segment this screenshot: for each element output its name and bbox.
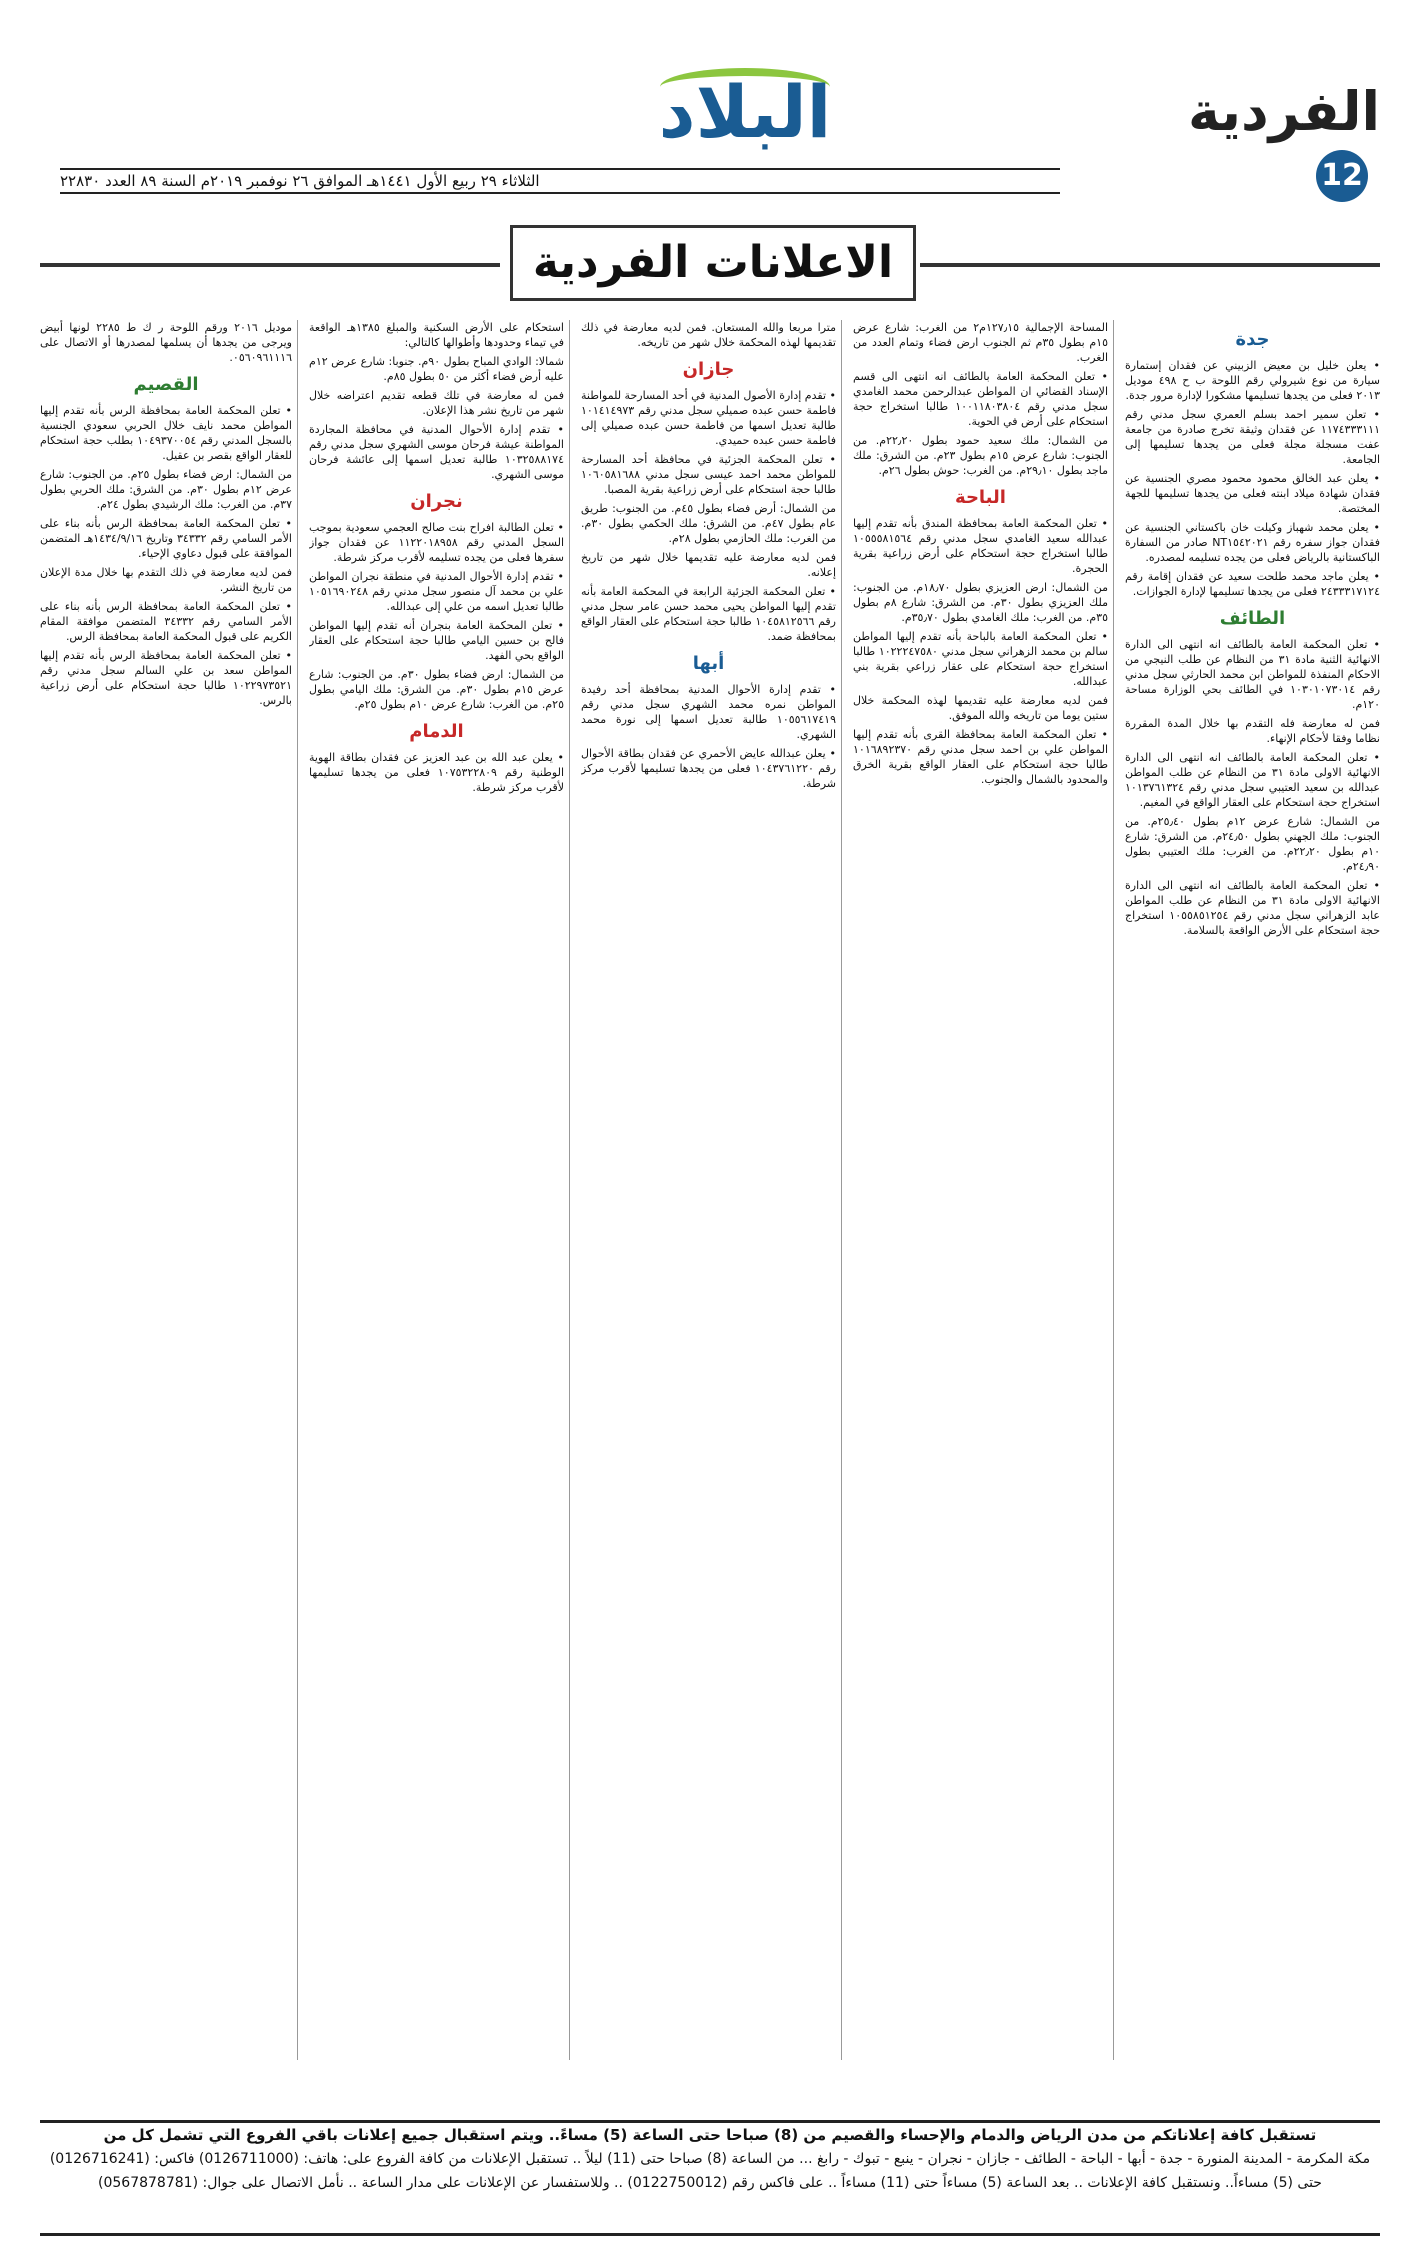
column-4 [309, 320, 564, 2060]
ad-item: • يعلن محمد شهباز وكيلت خان باكستاني الجنسية عن فقدان جواز سفره رقم NT١٥٤٢٠٢١ صادر من السفارة الباكستانية بالرياض فعلى من يجده تسليمه لمصدره. [1125, 521, 1380, 564]
ad-item: من الشمال: أرض فضاء بطول ٤٥م. من الجنوب: طريق عام بطول ٤٧م. من الشرق: ملك الحكمي بطول ٣٠م. من الغرب: ملك الحازمي بطول ٢٨م. [581, 502, 836, 545]
ad-item: من الشمال: ارض فضاء بطول ٢٥م. من الجنوب: شارع عرض ١٢م بطول ٣٠م. من الشرق: ملك الحربي بطول ٣٧م. من الغرب: ملك الرشيدي بطول ٢٤م. [40, 468, 292, 511]
city-heading-baha: الباحة [955, 487, 1006, 508]
ad-item: • تعلن المحكمة العامة بالطائف انه انتهى الى الدارة الانهائية الاولى مادة ٣١ من النظام عن طلب المواطن عبدالله بن سعيد العتيبي سجل مدني رقم ١٠١٣٧٦١٣٢٤ استخراج حجة استحكام على العقار الواقع في المغيم. [1125, 751, 1380, 809]
column-divider [569, 320, 570, 2060]
section-banner [40, 225, 1380, 307]
ad-item: • يعلن عبدالله عايض الأحمري عن فقدان بطاقة الأحوال رقم ١٠٤٣٧٦١٢٢٠ فعلى من يجدها تسليمها لأقرب مركز شرطة. [581, 747, 836, 790]
ad-item: • تعلن المحكمة العامة بنجران أنه تقدم إليها المواطن فالح بن حسين اليامي طالبا حجة استحكام على العقار الواقع بحي الفهد. [309, 619, 564, 662]
ad-item: • تعلن المحكمة العامة بمحافظة الرس بأنه بناء على الأمر السامي رقم ٣٤٣٣٢ المتضمن موافقة المقام الكريم على قبول المحكمة العامة بمحافظة الرس. [40, 600, 292, 643]
city-heading-abha: أبها [692, 653, 725, 674]
city-heading-jazan: جازان [682, 359, 735, 380]
footer-line-3: حتى (5) مساءاً.. ونستقبل كافة الإعلانات .. بعد الساعة (5) مساءاً حتى (11) مساءاً .. على فاكس رقم (0122750012) .. وللاستفسار عن الإعلانات على مدار الساعة .. نأمل الاتصال على جوال: (0567878781) [98, 2175, 1322, 2191]
ad-item: • تعلن المحكمة العامة بمحافظة المندق بأنه تقدم إليها عبدالله سعيد الغامدي سجل مدني رقم ١٠٥٥٥٨١٥٦٤ طالبا استخراج حجة استحكام على أرض زراعية بقرية الحجرة. [853, 517, 1108, 575]
ad-item: • تعلن المحكمة العامة بالطائف انه انتهى الى قسم الإسناد القضائي ان المواطن عبدالرحمن محمد الغامدي سجل مدني رقم ١٠٠١١٨٠٣٨٠٤ طالبا استخراج حجة استحكام على أرض في الحوية. [853, 370, 1108, 428]
column-5 [40, 320, 292, 2060]
ad-item: • تعلن سمير احمد بسلم العمري سجل مدني رقم ١١٧٤٣٣٣١١١ عن فقدان وثيقة تخرج صادرة من جامعة عفت مسجلة مجلة فعلى من يجدها تسليمها إلى الجامعة. [1125, 408, 1380, 466]
ad-item: مترا مربعا والله المستعان. فمن لديه معارضة في ذلك تقديمها لهذه المحكمة خلال شهر من تاريخه. [581, 321, 836, 349]
city-heading-taif: الطائف [1219, 608, 1286, 629]
ad-item: موديل ٢٠١٦ ورقم اللوحة ر ك ط ٢٢٨٥ لونها أبيض ويرجى من يجدها أن يسلمها لمصدرها أو الاتصال على ٠٥٦٠٩٦١١١٦. [40, 321, 292, 364]
ad-item: • تعلن المحكمة العامة بمحافظة الرس بأنه تقدم إليها المواطن محمد نايف خلال الحربي سعودي الجنسية بالسجل المدني رقم ١٠٤٩٣٧٠٠٥٤ بطلب حجة استحكام للعقار الواقع بقصر بن عقيل. [40, 404, 292, 462]
ad-item: • تعلن المحكمة العامة بمحافظة الرس بأنه تقدم إليها المواطن سعد بن علي السالم سجل مدني رقم ١٠٢٢٩٧٣٥٢١ طالبا حجة استحكام على أرض زراعية بالرس. [40, 649, 292, 707]
ad-item: فمن لديه معارضة في ذلك التقدم بها خلال مدة الإعلان من تاريخ النشر. [40, 566, 292, 594]
ad-item: • يعلن عبد الله بن عبد العزيز عن فقدان بطاقة الهوية الوطنية رقم ١٠٧٥٣٢٢٨٠٩ فعلى من يجدها تسليمها لأقرب مركز شرطة. [309, 751, 564, 794]
ad-item: • تعلن الطالبة افراح بنت صالح العجمي سعودية بموجب السجل المدني رقم ١١٢٢٠١٨٩٥٨ عن فقدان جواز سفرها فعلى من يجده تسليمه لأقرب مركز شرطة. [309, 521, 564, 564]
column-1 [1125, 320, 1380, 2060]
city-heading-qassim: القصيم [133, 374, 199, 395]
ad-item: من الشمال: شارع عرض ١٢م بطول ٢٥٫٤٠م. من الجنوب: ملك الجهني بطول ٢٤٫٥٠م. من الشرق: شارع ١٠م بطول ٢٢٫٢٠م. من الغرب: ملك العتيبي بطول ٢٤٫٩٠م. [1125, 815, 1380, 873]
column-3 [581, 320, 836, 2060]
ad-item: من الشمال: ارض فضاء بطول ٣٠م. من الجنوب: شارع عرض ١٥م بطول ٣٠م. من الشرق: ملك اليامي بطول ٢٥م. من الغرب: شارع عرض ١٠م بطول ٢٥م. [309, 668, 564, 711]
ad-item: • يعلن ماجد محمد طلحت سعيد عن فقدان إقامة رقم ٢٤٣٣٣١٧١٢٤ فعلى من يجدها تسليمها لإدارة الجوازات. [1125, 570, 1380, 598]
ad-item: فمن لديه معارضة عليه تقديمها خلال شهر من تاريخ إعلانه. [581, 551, 836, 579]
ad-item: • تقدم إدارة الأحوال المدنية بمحافظة أحد رفيدة المواطن نمره محمد الشهري سجل مدني رقم ١٠٥٥٦١٧٤١٩ طالبة تعديل اسمها إلى نورة محمد الشهري. [581, 683, 836, 741]
banner-rule-right [920, 263, 1380, 267]
logo-text: البلاد [658, 70, 832, 154]
ad-item: • تعلن المحكمة العامة بالباحة بأنه تقدم إليها المواطن سالم بن محمد الزهراني سجل مدني ١٠٢٢٢٤٧٥٨٠ طالبا استخراج حجة استحكام على عقار زراعي بقرية بني عبدالله. [853, 630, 1108, 688]
ad-item: • تقدم إدارة الأحوال المدنية في محافظة المجاردة المواطنة عيشة فرحان موسى الشهري سجل مدني رقم ١٠٣٢٥٨٨١٧٤ طالبة تعديل اسمها إلى عائشة فرحان موسى الشهري. [309, 423, 564, 481]
newspaper-logo[interactable] [640, 62, 850, 172]
ad-item: • تعلن المحكمة الجزئية الرابعة في المحكمة العامة بأنه تقدم إليها المواطن يحيى محمد حسن عامر سجل مدني رقم ١٠٤٥٨١٢٥٦٦ طالبا حجة استحكام على العقار الواقع بمحافظة ضمد. [581, 585, 836, 643]
column-2 [853, 320, 1108, 2060]
ad-item: من الشمال: ملك سعيد حمود بطول ٢٢٫٢٠م. من الجنوب: شارع عرض ١٥م بطول ٢٣م. من الشرق: ملك ماجد بطول ٢٩٫١٠م. من الغرب: حوش بطول ٢٦م. [853, 434, 1108, 477]
column-divider [841, 320, 842, 2060]
ads-columns [40, 320, 1380, 2060]
ad-item: • يعلن خليل بن معيض الزبيني عن فقدان إستمارة سيارة من نوع شيرولي رقم اللوحة ب ح ٤٩٨ موديل ٢٠١٣ فعلى من يجدها تسليمها مشكورا لإدارة مرور جدة. [1125, 359, 1380, 402]
banner-title: الاعلانات الفردية [510, 225, 916, 301]
dateline: الثلاثاء ٢٩ ربيع الأول ١٤٤١هـ الموافق ٢٦ نوفمبر ٢٠١٩م السنة ٨٩ العدد ٢٢٨٣٠ [60, 168, 1060, 194]
ad-item: المساحة الإجمالية ١٢٧٫١٥م٢ من الغرب: شارع عرض ١٥م بطول ٣٥م ثم الجنوب ارض فضاء وتمام العدد من الغرب. [853, 321, 1108, 364]
ad-item: • تعلن المحكمة العامة بمحافظة الرس بأنه بناء على الأمر السامي رقم ٣٤٣٣٢ وتاريخ ١٤٣٤/٩/١٦هـ المتضمن الموافقة على قبول دعاوي الإحياء. [40, 517, 292, 560]
ad-item: فمن لديه معارضة عليه تقديمها لهذه المحكمة خلال ستين يوما من تاريخه والله الموفق. [853, 694, 1108, 722]
ad-item: استحكام على الأرض السكنية والمبلغ ١٣٨٥هـ الواقعة في تيماء وحدودها وأطوالها كالتالي: [309, 321, 564, 349]
banner-rule-left [40, 263, 500, 267]
ad-item: • تقدم إدارة الأصول المدنية في أحد المسارحة للمواطنة فاطمة حسن عبده صميلي سجل مدني رقم ١٠١٤١٤٩٧٣ طالبة تعديل اسمها من فاطمة حسن عبده صميلي إلى فاطمة حسن عبده حميدي. [581, 389, 836, 447]
ad-item: • تعلن المحكمة العامة بمحافظة القرى بأنه تقدم إليها المواطن علي بن احمد سجل مدني رقم ١٠١٦٨٩٢٣٧٠ طالبا حجة استحكام على العقار الواقع بقرية الخرق والمحدود بالشمال والجنوب. [853, 728, 1108, 786]
ad-item: من الشمال: ارض العزيزي بطول ١٨٫٧٠م. من الجنوب: ملك العزيزي بطول ٣٠م. من الشرق: شارع ٨م بطول ٣٥م. من الغرب: ملك الغامدي بطول ٣٥٫٧٠م. [853, 581, 1108, 624]
city-heading-dammam: الدمام [409, 721, 464, 742]
ad-item: • تعلن المحكمة العامة بالطائف انه انتهى الى الدارة الانهائية الثنية مادة ٣١ من النظام عن طلب النيجي من الاحكام المنفذة للمواطن ابن محمد الحارثي سجل مدني رقم ١٠٣٠١٠٧٣٠١٤ في الطائف بحي الوزارة مساحة ١٢٠م. [1125, 638, 1380, 711]
page-header [0, 0, 1420, 200]
ad-item: • تعلن المحكمة الجزئية في محافظة أحد المسارحة للمواطن محمد احمد عيسى سجل مدني ١٠٦٠٥٨١٦٨٨ طالبا حجة استحكام على أرض زراعية بقرية المصبا. [581, 453, 836, 496]
ad-item: فمن له معارضة في تلك قطعه تقديم اعتراضه خلال شهر من تاريخ نشر هذا الإعلان. [309, 389, 564, 417]
footer-line-1: تستقبل كافة إعلاناتكم من مدن الرياض والدمام والإحساء والقصيم من (8) صباحا حتى الساعة (5) مساءً.. ويتم استقبال جميع إعلانات باقي الفروع التي تشمل كل من [103, 2126, 1317, 2144]
footer-line-2: مكة المكرمة - المدينة المنورة - جدة - أبها - الباحة - الطائف - جازان - نجران - ينبع - تبوك - رابغ ... من الساعة (8) صباحا حتى (11) ليلاً .. تستقبل الإعلانات من كافة الفروع على: هاتف: (0126711000) فاكس: (0126716241) [49, 2151, 1371, 2167]
city-heading-jeddah: جدة [1235, 329, 1270, 350]
city-heading-najran: نجران [410, 491, 463, 512]
column-divider [297, 320, 298, 2060]
ad-item: فمن له معارضة فله التقدم بها خلال المدة المقررة نظاما وفقا لأحكام الإنهاء. [1125, 717, 1380, 745]
ad-item: • يعلن عبد الخالق محمود محمود مصري الجنسية عن فقدان شهادة ميلاد ابنته فعلى من يجدها تسليمها للجهة المختصة. [1125, 472, 1380, 515]
column-divider [1113, 320, 1114, 2060]
section-title: الفردية [1188, 80, 1380, 143]
ad-item: • تقدم إدارة الأحوال المدنية في منطقة نجران المواطن علي بن محمد آل منصور سجل مدني رقم ١٠٥١٦٩٠٢٤٨ طالبا تعديل اسمه من علي إلى عبدالله. [309, 570, 564, 613]
contact-footer [40, 2120, 1380, 2236]
ad-item: شمالا: الوادي المباح بطول ٩٠م. جنوبا: شارع عرض ١٢م عليه أرض فضاء أكثر من ٥٠ بطول ٨٥م. [309, 355, 564, 383]
ad-item: • تعلن المحكمة العامة بالطائف انه انتهى الى الدارة الانهائية الاولى مادة ٣١ من النظام عن طلب المواطن عابد الزهراني سجل مدني رقم ١٠٥٥٨٥١٢٥٤ استخراج حجة استحكام على الأرض الواقعة بالسلامة. [1125, 879, 1380, 937]
page-number-badge: 12 [1316, 150, 1368, 202]
